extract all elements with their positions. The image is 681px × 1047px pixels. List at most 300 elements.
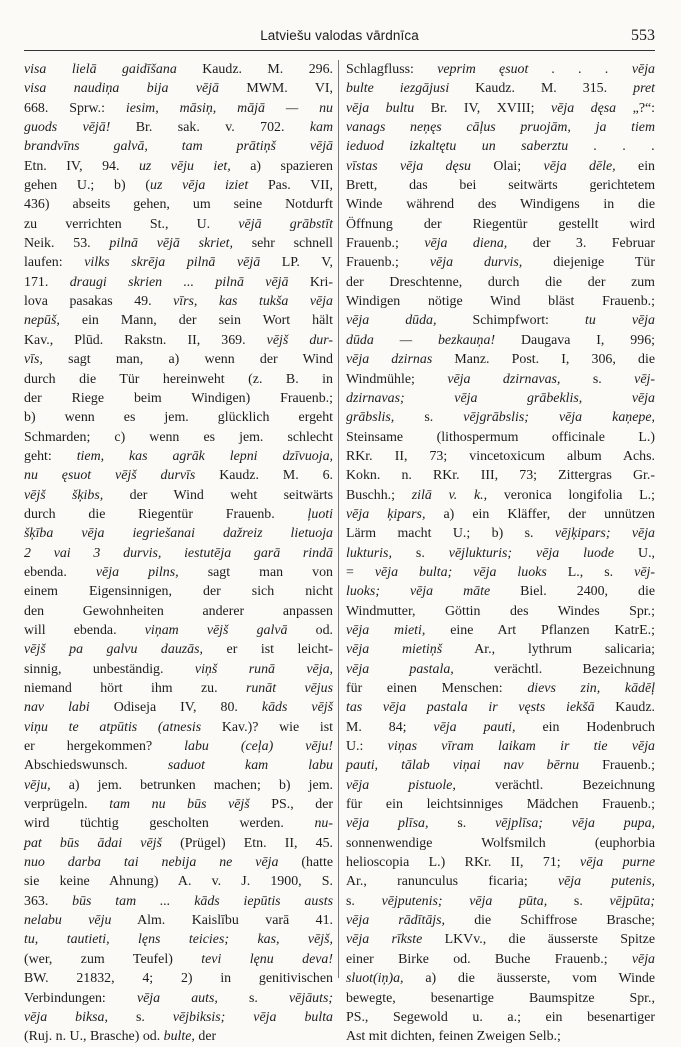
gloss-text: Buschh.; — [346, 487, 412, 503]
headword-text: vējplīsa; vēja pupa, — [495, 816, 655, 832]
text-line — [346, 814, 655, 833]
gloss-text: veronica longifolia L.; — [487, 487, 655, 503]
text-line — [346, 234, 655, 253]
gloss-text: Steinsame (lithospermum officinale L.) — [346, 429, 655, 445]
gloss-text: Kaudz. — [594, 700, 656, 716]
text-line — [24, 834, 333, 853]
headword-text: tevi lęnu deva! — [201, 951, 333, 967]
gloss-text: LP. V, — [260, 255, 333, 271]
text-line — [346, 1008, 655, 1027]
gloss-text: ein Hodenbruch — [515, 719, 655, 735]
gloss-text: für einen Menschen: — [346, 681, 528, 696]
text-line — [24, 60, 333, 79]
text-line — [24, 195, 333, 214]
gloss-text: Lärm macht U.; b) s. — [346, 526, 555, 542]
text-line — [346, 660, 655, 679]
headword-text: pat būs ādai vējš — [24, 835, 162, 851]
gloss-text: Öffnung der Riegentür gestellt wird — [346, 216, 655, 232]
headword-text: vēja dęsa — [551, 100, 617, 116]
text-line — [346, 466, 655, 485]
text-line — [24, 99, 333, 118]
headword-text: zilā v. k., — [411, 487, 488, 503]
headword-text: vēja pilns, — [95, 564, 179, 580]
headword-text: vēja pistuole, — [346, 777, 456, 793]
text-line — [24, 950, 333, 969]
text-line — [24, 215, 333, 234]
gloss-text: sie keine Ahnung) A. v. J. 1900, S. — [24, 874, 333, 890]
headword-text: vēja dūda, — [346, 313, 437, 329]
headword-text: vējš šķibs, — [24, 487, 104, 503]
running-title: Latviešu valodas vārdnīca — [260, 28, 419, 43]
gloss-text: Kaudz. M. 315. — [449, 81, 634, 97]
gloss-text: will ebenda. — [24, 622, 145, 638]
headword-text: uz vēja iziet — [150, 178, 249, 194]
headword-text: vējbiksis; vēja bulta — [172, 1009, 334, 1025]
gloss-text: a) ein Kläffer, der unnützen — [425, 506, 655, 522]
headword-text: vēja rīkste — [346, 932, 423, 948]
gloss-text: niemand hört ihm zu. — [24, 681, 246, 696]
headword-text: vējā grābstīt — [238, 216, 333, 232]
text-line — [24, 176, 333, 195]
text-line — [24, 892, 333, 911]
headword-text: pilnā vējā skriet, — [109, 236, 233, 252]
gloss-text: a) die äusserste, vom Winde — [403, 971, 655, 987]
text-line — [24, 389, 333, 408]
gloss-text: s. — [560, 371, 635, 387]
gloss-text: der 3. Februar — [507, 236, 655, 252]
page-header — [24, 28, 655, 51]
gloss-text: s. — [394, 410, 464, 426]
text-line — [24, 872, 333, 891]
gloss-text: helioscopia L.) RKr. II, 71; — [346, 855, 581, 871]
gloss-text: Abschiedswunsch. — [24, 758, 168, 774]
page-number: 553 — [631, 27, 655, 44]
text-line — [24, 718, 333, 737]
gloss-text: sagt man, a) wenn der Wind — [42, 352, 333, 368]
headword-text: ļuoti — [307, 506, 333, 522]
gloss-text: MWM. VI, — [218, 81, 334, 97]
headword-text: visa naudiņa bija vējā — [24, 81, 219, 97]
text-line — [346, 969, 655, 988]
text-line — [24, 969, 333, 988]
text-line — [346, 853, 655, 872]
text-line — [346, 137, 655, 156]
gloss-text: Daugava I, 996; — [495, 332, 656, 348]
text-line — [24, 544, 333, 563]
column-divider — [338, 60, 339, 978]
gloss-text: Winde während des Windigens in die — [346, 197, 655, 213]
text-line — [24, 621, 333, 640]
gloss-text: Kaudz. M. 6. — [195, 468, 333, 484]
text-line — [346, 582, 655, 601]
text-line — [346, 370, 655, 389]
gloss-text: s. — [391, 545, 449, 561]
headword-text: vēja mietiņš — [346, 642, 443, 658]
text-line — [346, 544, 655, 563]
gloss-text: Br. sak. v. 702. — [110, 120, 310, 136]
gloss-text: LKVv., die äusserste Spitze — [422, 932, 655, 948]
text-line — [346, 621, 655, 640]
headword-text: vēja dzirnas — [346, 352, 433, 368]
gloss-text: Kokn. n. RKr. III, 73; Zittergras Gr.- — [346, 468, 655, 484]
gloss-text: er hergekommen? — [24, 739, 185, 755]
text-line — [346, 950, 655, 969]
text-line — [346, 795, 655, 814]
text-line — [346, 718, 655, 737]
gloss-text: a) jem. betrunken machen; b) jem. — [50, 777, 333, 793]
gloss-text: lova pasakas 49. — [24, 294, 174, 310]
headword-text: uz vēju iet, — [138, 158, 231, 174]
text-line — [346, 99, 655, 118]
text-line — [24, 311, 333, 330]
text-line — [346, 350, 655, 369]
gloss-text: Odiseja IV, 80. — [89, 700, 262, 716]
headword-text: tiem, kas agrāk lepni dzīvuoja, — [76, 448, 333, 464]
text-line — [346, 389, 655, 408]
text-line — [346, 989, 655, 1008]
right-column — [346, 60, 655, 1047]
gloss-text: sehr schnell — [232, 236, 334, 252]
text-line — [24, 79, 333, 98]
text-line — [346, 311, 655, 330]
text-line — [24, 853, 333, 872]
text-line — [346, 176, 655, 195]
text-line — [346, 756, 655, 775]
headword-text: dūda — bezkauņa! — [346, 332, 496, 348]
headword-text: lukturis, — [346, 545, 392, 561]
text-line — [346, 60, 655, 79]
gloss-text: PS., Segewold u. a.; ein besenartiger — [346, 1009, 655, 1025]
text-line — [346, 834, 655, 853]
headword-text: vēja rādītājs, — [346, 913, 446, 929]
gloss-text: Windigen nötige Wind bläst Frauenb.; — [346, 294, 655, 310]
gloss-text: Frauenb.; — [579, 758, 655, 774]
gloss-text: Olai; — [471, 158, 544, 174]
gloss-text: s. — [428, 816, 496, 832]
gloss-text: od. — [287, 622, 333, 638]
headword-text: dzirnavas; vēja grābeklis, vēja — [346, 390, 655, 406]
headword-text: kam — [309, 120, 334, 136]
headword-text: vēja diena, — [424, 236, 508, 252]
gloss-text: Biel. 2400, die — [490, 584, 656, 600]
gloss-text: U., — [614, 545, 656, 561]
text-line — [346, 911, 655, 930]
text-line — [24, 698, 333, 717]
headword-text: vējš dur- — [266, 332, 333, 348]
text-line — [346, 1027, 655, 1046]
gloss-text: Manz. Post. I, 306, die — [432, 352, 655, 368]
text-line — [24, 137, 333, 156]
headword-text: vēja ķipars, — [346, 506, 426, 522]
headword-text: vēja — [631, 951, 655, 967]
headword-text: bulte, — [163, 1029, 195, 1045]
text-line — [24, 1027, 333, 1046]
text-line — [24, 118, 333, 137]
gloss-text: durch die Riegentür Frauenb. — [24, 506, 308, 522]
gloss-text: gehen U.; b) ( — [24, 178, 151, 194]
text-line — [24, 756, 333, 775]
headword-text: vēja pauti, — [433, 719, 516, 735]
gloss-text: s. — [107, 1009, 173, 1025]
gloss-text: sonnenwendige Wolfsmilch (euphorbia — [346, 835, 655, 851]
headword-text: vēja purne — [580, 855, 656, 871]
headword-text: grābslis, — [346, 410, 395, 426]
text-line — [346, 930, 655, 949]
text-line — [24, 776, 333, 795]
text-line — [24, 660, 333, 679]
headword-text: vēja putenis, — [557, 874, 655, 890]
gloss-text: sinnig, unbeständig. — [24, 661, 195, 677]
gloss-text: Schlagfluss: — [346, 62, 438, 77]
headword-text: vējputenis; vēja pūta, — [381, 893, 548, 909]
gloss-text: wird tüchtig gescholten werden. — [24, 816, 315, 832]
headword-text: viņas vīram laikam ir tie vēja — [387, 739, 655, 755]
text-line — [346, 505, 655, 524]
headword-text: vējāuts; — [289, 990, 333, 1006]
gloss-text: die Schiffrose Brasche; — [445, 913, 655, 929]
gloss-text: bewegte, besenartige Baumspitze Spr., — [346, 990, 655, 1006]
text-line — [346, 486, 655, 505]
text-line — [24, 408, 333, 427]
headword-text: vēja dēle, — [543, 158, 616, 174]
gloss-text: (wer, zum Teufel) — [24, 951, 202, 967]
gloss-text: Ar., ranunculus ficaria; — [346, 874, 558, 890]
text-line — [24, 911, 333, 930]
gloss-text: Kav.)? wie ist — [201, 719, 333, 735]
text-line — [24, 582, 333, 601]
text-line — [24, 1008, 333, 1027]
text-line — [24, 737, 333, 756]
gloss-text: BW. 21832, 4; 2) in genitivischen — [24, 971, 333, 987]
headword-text: tu, tautieti, lęns teicies; kas, vējš, — [24, 932, 333, 948]
gloss-text: L., s. — [546, 564, 635, 580]
gloss-text: Alm. Kaislību varā 41. — [111, 913, 333, 929]
text-line — [346, 273, 655, 292]
gloss-text: der Riege beim Windigen) Frauenb.; — [24, 390, 333, 406]
text-line — [24, 524, 333, 543]
headword-text: saduot kam labu — [167, 758, 333, 774]
gloss-text: RKr. II, 73; vincetoxicum album Achs. — [346, 448, 655, 464]
gloss-text: zu verrichten St., U. — [24, 216, 239, 232]
gloss-text: a) spazieren — [230, 158, 333, 174]
headword-text: šķība vēja iegriešanai dažreiz lietuoja — [24, 526, 333, 542]
text-line — [346, 872, 655, 891]
headword-text: vējlukturis; vēja luode — [448, 545, 615, 561]
headword-text: guods vējā! — [24, 120, 111, 136]
text-line — [346, 428, 655, 447]
text-line — [346, 408, 655, 427]
headword-text: vīstas vēja dęsu — [346, 158, 471, 174]
text-line — [24, 331, 333, 350]
headword-text: vēja bulta; vēja luoks — [374, 564, 547, 580]
text-line — [346, 679, 655, 698]
gloss-text: der — [194, 1029, 217, 1045]
headword-text: visa lielā gaidīšana — [24, 62, 177, 77]
gloss-text: laufen: — [24, 255, 85, 271]
text-line — [24, 814, 333, 833]
text-line — [24, 505, 333, 524]
headword-text: vēja plīsa, — [346, 816, 429, 832]
headword-text: 2 vai 3 durvis, iestutēja garā rindā — [24, 545, 333, 561]
headword-text: labu (ceļa) vēju! — [184, 739, 333, 755]
text-line — [346, 292, 655, 311]
text-line — [346, 331, 655, 350]
gloss-text: Kri- — [288, 274, 334, 290]
headword-text: vēja mieti, — [346, 622, 426, 638]
text-line — [24, 447, 333, 466]
gloss-text: 668. Sprw.: — [24, 100, 126, 116]
gloss-text: verprügeln. — [24, 797, 110, 813]
headword-text: tas vēja pastala ir vęsts iekšā — [346, 700, 595, 716]
gloss-text: Kav., Plūd. Rakstn. II, 369. — [24, 332, 267, 348]
text-line — [346, 640, 655, 659]
gloss-text: 436) abseits gehen, um seine Notdurft — [24, 197, 333, 213]
text-line — [24, 679, 333, 698]
headword-text: tu vēja — [584, 313, 655, 329]
gloss-text: Windmühle; — [346, 371, 448, 387]
gloss-text: U.: — [346, 739, 388, 755]
text-line — [24, 157, 333, 176]
text-line — [24, 930, 333, 949]
text-line — [24, 253, 333, 272]
text-line — [24, 428, 333, 447]
headword-text: vēj- — [634, 564, 655, 580]
headword-text: viņam vējš galvā — [144, 622, 288, 638]
gloss-text: s. — [547, 893, 610, 909]
gloss-text: ein — [615, 158, 655, 174]
headword-text: veprim ęsuot . . . vēja — [437, 62, 655, 77]
text-line — [24, 273, 333, 292]
headword-text: viņu te atpūtis (atnesis — [24, 719, 202, 735]
gloss-text: der Wind weht seitwärts — [103, 487, 333, 503]
gloss-text: Brett, das bei seitwärts gerichtetem — [346, 178, 655, 194]
gloss-text: eine Art Pflanzen KatrE.; — [425, 622, 655, 638]
gloss-text: = — [346, 564, 375, 580]
text-line — [346, 776, 655, 795]
gloss-text: Windmutter, Göttin des Windes Spr.; — [346, 603, 655, 619]
gloss-text: Frauenb.; — [346, 255, 430, 271]
gloss-text: Ar., lythrum salicaria; — [442, 642, 655, 658]
gloss-text: ein Mann, der sein Wort hält — [59, 313, 333, 329]
headword-text: vējgrābslis; vēja kaņepe, — [463, 410, 655, 426]
gloss-text: Schimpfwort: — [436, 313, 585, 329]
headword-text: vēja bultu — [346, 100, 415, 116]
headword-text: brandvīns galvā, tam prātiņš vējā — [24, 139, 333, 155]
headword-text: ieduod izkaltętu un saberztu . . . — [346, 139, 655, 155]
headword-text: nu- — [314, 816, 333, 832]
headword-text: vējš pa galvu dauzās, — [24, 642, 203, 658]
text-line — [24, 292, 333, 311]
text-line — [24, 602, 333, 621]
text-line — [346, 215, 655, 234]
headword-text: būs tam ... kāds iepūtis austs — [72, 893, 333, 909]
text-line — [346, 253, 655, 272]
gloss-text: durch die Tür hereinweht (z. B. in — [24, 371, 333, 387]
gloss-text: „?“: — [616, 100, 656, 116]
headword-text: vēj- — [634, 371, 655, 387]
headword-text: vēja dzirnavas, — [447, 371, 561, 387]
gloss-text: ebenda. — [24, 564, 96, 580]
gloss-text: PS., der — [249, 797, 333, 813]
text-line — [24, 563, 333, 582]
text-line — [346, 698, 655, 717]
headword-text: pauti, tālab viņai nav bērnu — [346, 758, 580, 774]
headword-text: vējķipars; vēja — [554, 526, 655, 542]
headword-text: draugi skrien ... pilnā vējā — [69, 274, 289, 290]
text-line — [346, 79, 655, 98]
headword-text: nu ęsuot vējš durvīs — [24, 468, 196, 484]
headword-text: vilks skrēja pilnā vējā — [84, 255, 261, 271]
gloss-text: diejenige Tür — [522, 255, 655, 271]
gloss-text: M. 84; — [346, 719, 434, 735]
headword-text: iesim, māsiņ, mājā — nu — [125, 100, 333, 116]
gloss-text: Br. IV, XVIII; — [414, 100, 552, 116]
text-line — [24, 370, 333, 389]
headword-text: sluot(iņ)a, — [346, 971, 404, 987]
headword-text: nepūš, — [24, 313, 60, 329]
headword-text: bulte iezgājusi — [346, 81, 450, 97]
gloss-text: Verbindungen: — [24, 990, 137, 1006]
gloss-text: Etn. IV, 94. — [24, 158, 139, 174]
headword-text: vanags neņęs cāļus pruojām, ja tiem — [346, 120, 655, 136]
gloss-text: 363. — [24, 893, 73, 909]
gloss-text: für ein leichtsinniges Mädchen Frauenb.; — [346, 797, 655, 813]
text-line — [24, 640, 333, 659]
gloss-text: Neik. 53. — [24, 236, 110, 252]
gloss-text: einer Birke od. Buche Frauenb.; — [346, 951, 632, 967]
text-line — [346, 563, 655, 582]
text-line — [24, 486, 333, 505]
headword-text: kāds vējš — [261, 700, 334, 716]
headword-text: nav labi — [24, 700, 90, 716]
text-line — [346, 157, 655, 176]
headword-text: nelabu vēju — [24, 913, 112, 929]
text-line — [346, 602, 655, 621]
headword-text: runāt vējus — [245, 681, 333, 696]
gloss-text: er ist leicht- — [203, 642, 333, 658]
gloss-text: Pas. VII, — [248, 178, 333, 194]
headword-text: pret — [633, 81, 655, 97]
headword-text: tam nu būs vējš — [109, 797, 250, 813]
text-line — [346, 195, 655, 214]
headword-text: nuo darba tai nebija ne vēja — [24, 855, 279, 871]
text-line — [346, 524, 655, 543]
gloss-text: (Prügel) Etn. II, 45. — [161, 835, 333, 851]
text-line — [346, 447, 655, 466]
left-column — [24, 60, 333, 1047]
gloss-text: der Dreschtenne, durch die der zum — [346, 274, 655, 290]
headword-text: vēja durvis, — [429, 255, 523, 271]
gloss-text: den Gewohnheiten anderer anpassen — [24, 603, 333, 619]
headword-text: luoks; vēja māte — [346, 584, 491, 600]
gloss-text: einem Eigensinnigen, der sich nicht — [24, 584, 333, 600]
text-line — [346, 737, 655, 756]
text-line — [24, 350, 333, 369]
headword-text: vīrs, kas tukša vēja — [173, 294, 333, 310]
text-line — [24, 989, 333, 1008]
gloss-text: 171. — [24, 274, 70, 290]
gloss-text: geht: — [24, 448, 77, 464]
gloss-text: s. — [217, 990, 290, 1006]
headword-text: viņš runā vēja, — [194, 661, 333, 677]
text-line — [346, 892, 655, 911]
headword-text: dievs zin, kādēļ — [527, 681, 655, 696]
gloss-text: Ast mit dichten, feinen Zweigen Selb.; — [346, 1029, 561, 1045]
gloss-text: s. — [346, 893, 382, 909]
gloss-text: verächtl. Bezeichnung — [455, 777, 655, 793]
headword-text: vējpūta; — [609, 893, 655, 909]
gloss-text: Frauenb.; — [346, 236, 425, 252]
